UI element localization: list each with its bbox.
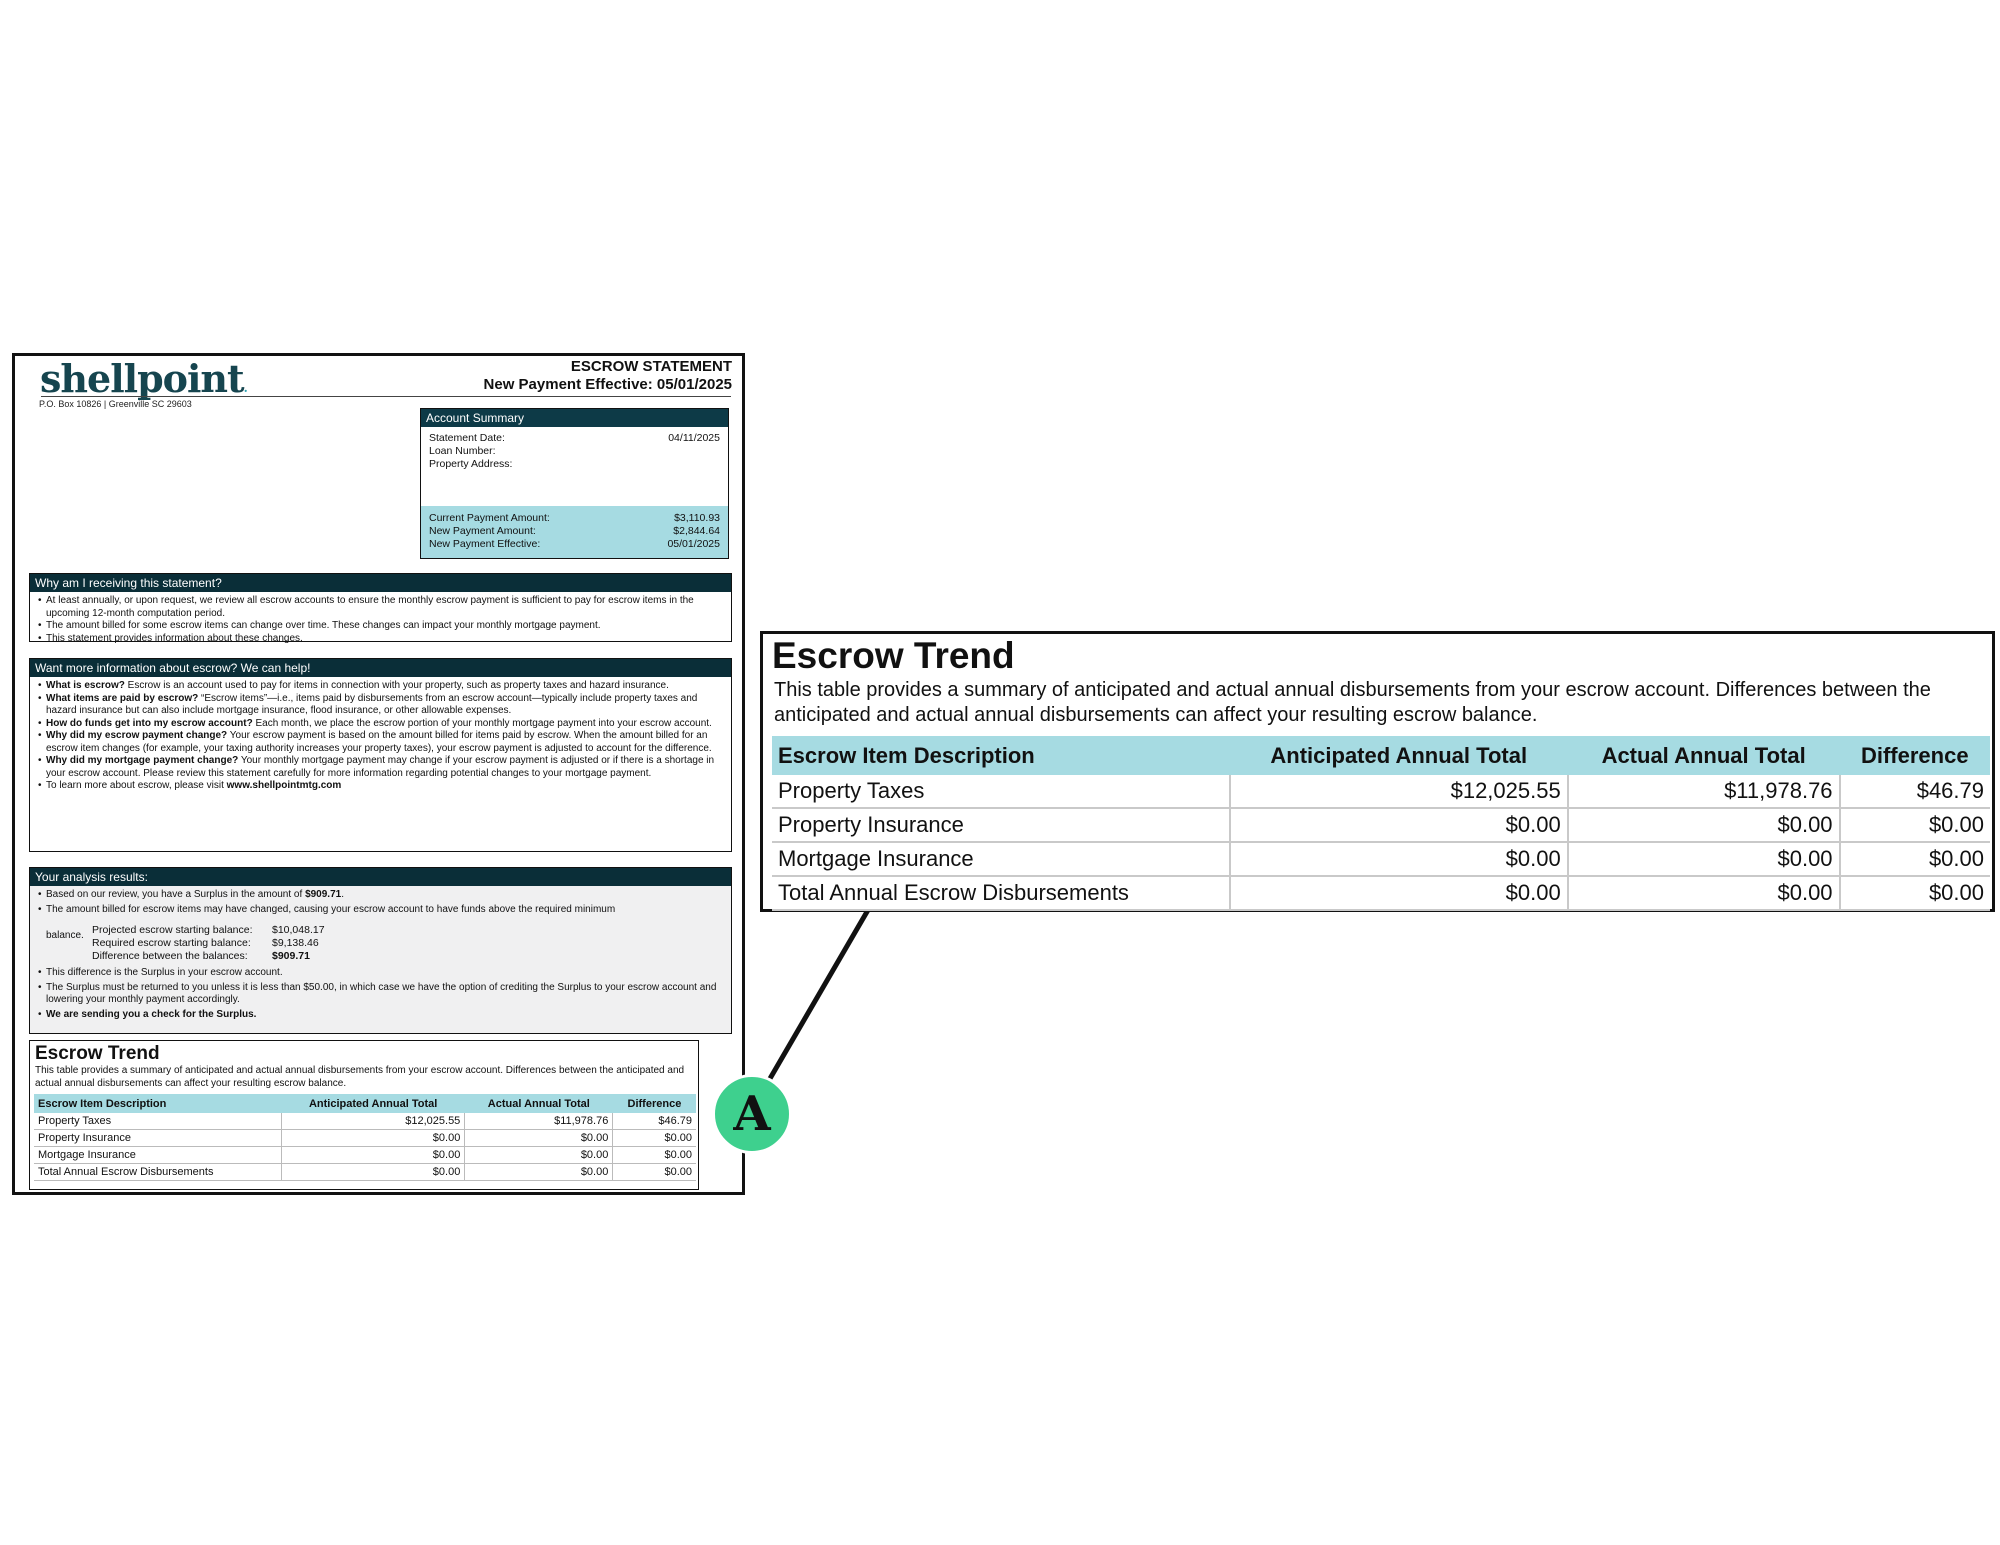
table-row: Mortgage Insurance $0.00 $0.00 $0.00 [772,842,1990,876]
new-effective-row: New Payment Effective: 05/01/2025 [429,538,720,550]
analysis-results-header: Your analysis results: [30,868,731,886]
table-row: Property Insurance $0.00 $0.00 $0.00 [772,808,1990,842]
escrow-info-header: Want more information about escrow? We can help! [30,659,731,677]
statement-subtitle: New Payment Effective: 05/01/2025 [483,376,732,393]
column-header: Actual Annual Total [465,1094,613,1113]
column-header: Escrow Item Description [34,1094,281,1113]
website-link[interactable]: www.shellpointmtg.com [226,780,342,791]
escrow-trend-zoom-callout [760,631,1995,912]
account-summary-header: Account Summary [421,409,728,427]
list-item: • This difference is the Surplus in your escrow account. [38,967,725,980]
column-header: Anticipated Annual Total [1230,736,1568,775]
why-statement-header: Why am I receiving this statement? [30,574,731,592]
list-item: • What items are paid by escrow? “Escrow items”—i.e., items paid by disbursements from an escrow account—typically include property taxes and hazard insurance but can also include mortgage insurance, flood insurance, or other allowable expenses. [38,693,725,718]
shellpoint-logo: shellpoint. [40,356,247,401]
list-item: • The amount billed for escrow items may have changed, causing your escrow account to have funds above the required minimum balance. Projected escrow starting balance: $10,048.17 Required escrow starting balance: $9,138.46 Difference between the balances: $909.71 [38,904,725,964]
balance-comparison: Projected escrow starting balance: $10,048.17 Required escrow starting balance: $9,138.46 Difference between the balances: $909.71 [92,924,325,962]
column-header: Difference [1840,736,1990,775]
column-header: Anticipated Annual Total [281,1094,464,1113]
list-item: • We are sending you a check for the Surplus. [38,1009,725,1022]
current-payment-row: Current Payment Amount: $3,110.93 [429,512,720,524]
loan-number-row: Loan Number: [429,445,496,457]
table-row: Property Insurance $0.00 $0.00 $0.00 [34,1130,696,1147]
zoom-escrow-trend-table [772,736,1990,911]
list-item: • Why did my escrow payment change? Your escrow payment is based on the amount billed for items paid by escrow. When the amount billed for an escrow item changes (for example, your taxing authority increases your property taxes), your escrow payment is adjusted to account for the difference. [38,730,725,755]
column-header: Escrow Item Description [772,736,1230,775]
column-header: Difference [613,1094,696,1113]
list-item: • At least annually, or upon request, we review all escrow accounts to ensure the monthly escrow payment is sufficient to pay for escrow items in the upcoming 12-month computation period. [38,595,725,620]
table-row: Property Taxes $12,025.55 $11,978.76 $46.79 [34,1113,696,1130]
list-item: • Based on our review, you have a Surplus in the amount of $909.71. [38,889,725,902]
callout-marker-a: A [712,1074,792,1154]
list-item: • What is escrow? Escrow is an account used to pay for items in connection with your property, such as property taxes and hazard insurance. [38,680,725,693]
list-item: • The amount billed for some escrow items can change over time. These changes can impact your monthly mortgage payment. [38,620,725,633]
table-row: Total Annual Escrow Disbursements $0.00 $0.00 $0.00 [772,876,1990,910]
escrow-trend-title: Escrow Trend [35,1043,160,1064]
table-row: Mortgage Insurance $0.00 $0.00 $0.00 [34,1147,696,1164]
table-row: Property Taxes $12,025.55 $11,978.76 $46.79 [772,775,1990,808]
column-header: Actual Annual Total [1568,736,1840,775]
list-item: • How do funds get into my escrow account? Each month, we place the escrow portion of your monthly mortgage payment into your escrow account. [38,718,725,731]
list-item: • Why did my mortgage payment change? Your monthly mortgage payment may change if your escrow payment is adjusted or if there is a shortage in your escrow account. Please review this statement carefully for more information regarding potential changes to your mortgage payment. [38,755,725,780]
zoom-escrow-trend-description: This table provides a summary of anticipated and actual annual disbursements from your escrow account. Differences between the anticipated and actual annual disbursements can affect your resulting escrow balance. [774,679,1931,726]
zoom-escrow-trend-title: Escrow Trend [772,635,1015,676]
mailing-address: P.O. Box 10826 | Greenville SC 29603 [39,399,192,409]
list-item: • To learn more about escrow, please visit www.shellpointmtg.com [38,780,725,793]
table-row: Total Annual Escrow Disbursements $0.00 $0.00 $0.00 [34,1164,696,1181]
property-address-row: Property Address: [429,458,513,470]
new-payment-row: New Payment Amount: $2,844.64 [429,525,720,537]
list-item: • The Surplus must be returned to you unless it is less than $50.00, in which case we have the option of crediting the Surplus to your escrow account and lowering your monthly payment accordingly. [38,982,725,1007]
statement-title: ESCROW STATEMENT [570,358,732,375]
list-item: • This statement provides information about these changes. [38,633,725,646]
statement-date-row: Statement Date: 04/11/2025 [429,432,720,444]
escrow-trend-description: This table provides a summary of anticipated and actual annual disbursements from your escrow account. Differences between the anticipated and actual annual disbursements can affect your resulting escrow balance. [35,1065,685,1089]
